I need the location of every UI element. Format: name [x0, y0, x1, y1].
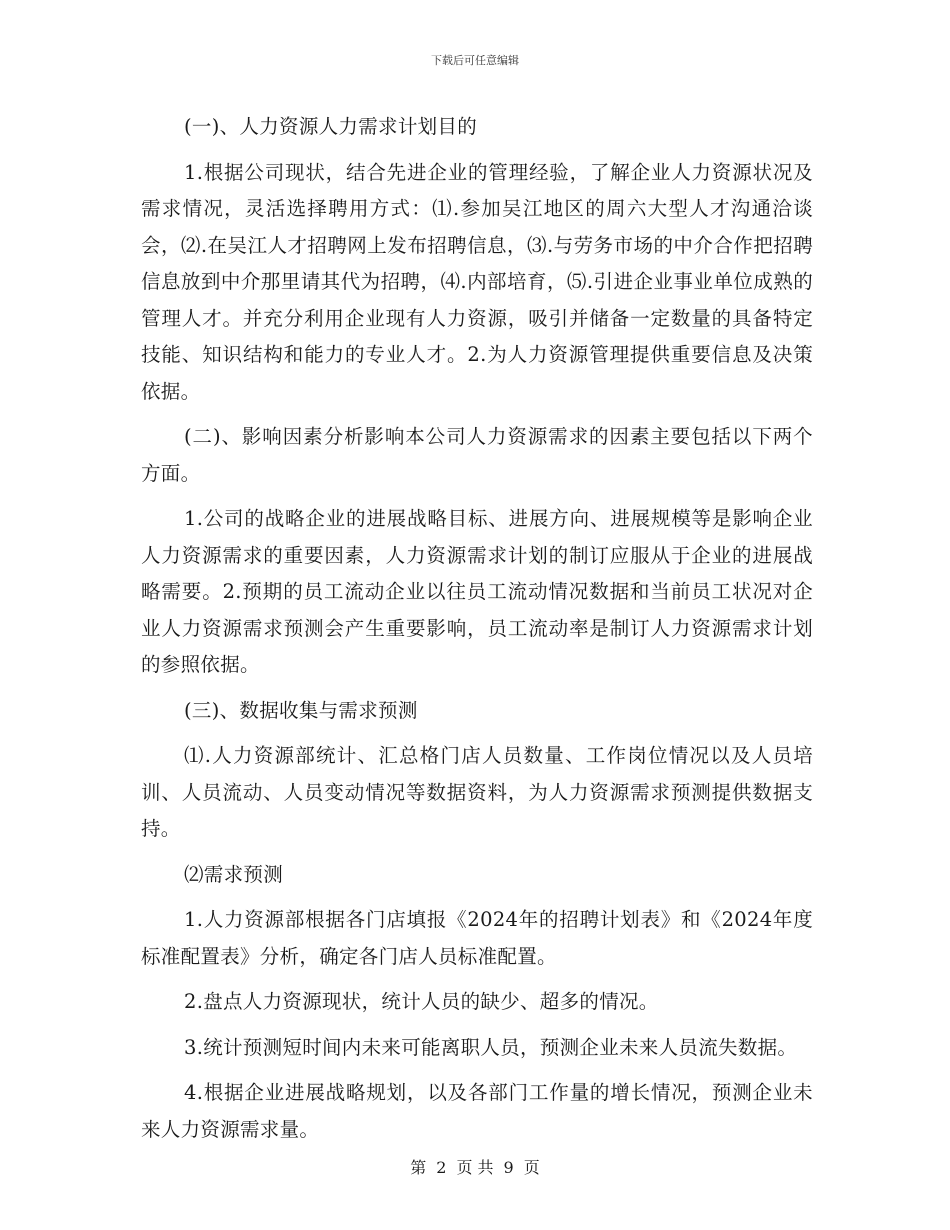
footer-middle: 页 共: [456, 1158, 494, 1177]
header-note: 下载后可任意编辑: [431, 54, 519, 67]
footer-prefix: 第: [410, 1158, 427, 1177]
section-heading-factors: (二)、影响因素分析影响本公司人力资源需求的因素主要包括以下两个方面。: [141, 425, 813, 485]
paragraph-data-collection: ⑴.人力资源部统计、汇总格门店人员数量、工作岗位情况以及人员培训、人员流动、人员变动情况等数据资料，为人力资源需求预测提供数据支持。: [141, 744, 813, 840]
forecast-item-3: 3.统计预测短时间内未来可能离职人员，预测企业未来人员流失数据。: [184, 1035, 798, 1059]
document-body: [141, 109, 813, 1157]
section-heading-purpose: (一)、人力资源人力需求计划目的: [184, 115, 478, 138]
paragraph-purpose-details: 1.根据公司现状，结合先进企业的管理经验，了解企业人力资源状况及需求情况，灵活选择聘用方式：⑴.参加吴江地区的周六大型人才沟通洽谈会，⑵.在吴江人才招聘网上发布招聘信息，⑶.与劳务市场的中介合作把招聘信息放到中介那里请其代为招聘，⑷.内部培育，⑸.引进企业事业单位成熟的管理人才。并充分利用企业现有人力资源，吸引并储备一定数量的具备特定技能、知识结构和能力的专业人才。2.为人力资源管理提供重要信息及决策依据。: [141, 160, 813, 403]
forecast-item-1: 1.人力资源部根据各门店填报《2024年的招聘计划表》和《2024年度标准配置表》分析，确定各门店人员标准配置。: [141, 908, 813, 968]
subheading-demand-forecast: ⑵需求预测: [184, 862, 284, 886]
footer-page-number: 2: [436, 1158, 447, 1177]
footer-total-pages: 9: [503, 1158, 514, 1177]
section-heading-data-forecast: (三)、数据收集与需求预测: [184, 698, 418, 722]
paragraph-factors-details: 1.公司的战略企业的进展战略目标、进展方向、进展规模等是影响企业人力资源需求的重要因素，人力资源需求计划的制订应服从于企业的进展战略需要。2.预期的员工流动企业以往员工流动情况数据和当前员工状况对企业人力资源需求预测会产生重要影响，员工流动率是制订人力资源需求计划的参照依据。: [141, 507, 813, 676]
page-footer: [0, 1155, 950, 1178]
forecast-item-4: 4.根据企业进展战略规划，以及各部门工作量的增长情况，预测企业未来人力资源需求量。: [141, 1081, 813, 1141]
forecast-item-2: 2.盘点人力资源现状，统计人员的缺少、超多的情况。: [184, 990, 659, 1013]
footer-suffix: 页: [523, 1158, 540, 1177]
